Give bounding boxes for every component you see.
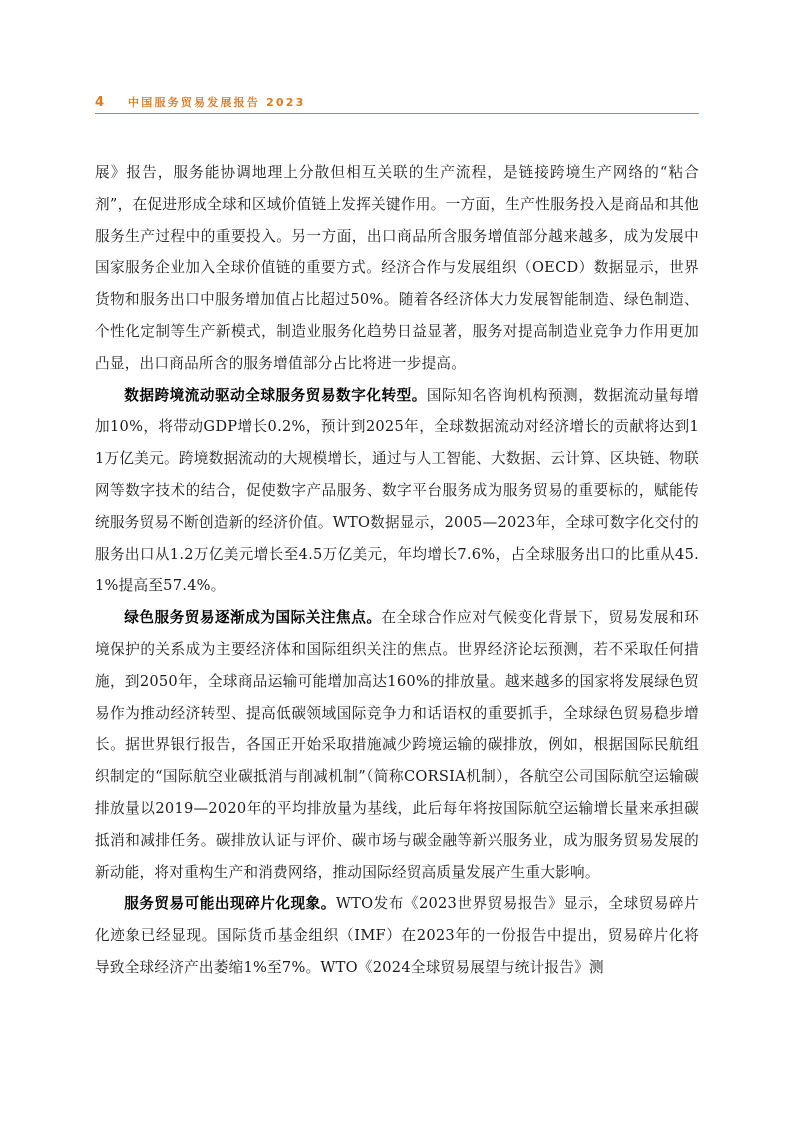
paragraph-text: WTO发布《2023世界贸易报告》显示，全球贸易碎片化迹象已经显现。国际货币基金组织（IMF）在2023年的一份报告中提出，贸易碎片化将导致全球经济产出萎缩1%至7%。WTO《2024全球贸易展望与统计报告》测 (95, 895, 699, 976)
paragraph-lead: 绿色服务贸易逐渐成为国际关注焦点。 (124, 609, 382, 627)
page-header (95, 92, 699, 112)
paragraph-green-trade (95, 602, 699, 888)
paragraph-data-flow (95, 380, 699, 603)
paragraph-text: 展》报告，服务能协调地理上分散但相互关联的生产流程，是链接跨境生产网络的“粘合剂”，在促进形成全球和区域价值链上发挥关键作用。一方面，生产性服务投入是商品和其他服务生产过程中的重要投入。另一方面，出口商品所含服务增值部分越来越多，成为发展中国家服务企业加入全球价值链的重要方式。经济合作与发展组织（OECD）数据显示，世界货物和服务出口中服务增加值占比超过50%。随着各经济体大力发展智能制造、绿色制造、个性化定制等生产新模式，制造业服务化趋势日益显著，服务对提高制造业竞争力作用更加凸显，出口商品所含的服务增值部分占比将进一步提高。 (95, 164, 699, 372)
paragraph-fragmentation (95, 888, 699, 983)
paragraph-continuation (95, 157, 699, 380)
running-title: 中国服务贸易发展报告 2023 (128, 96, 306, 109)
page-number: 4 (95, 94, 105, 110)
header-divider (95, 113, 699, 114)
body-text (95, 157, 699, 984)
paragraph-lead: 数据跨境流动驱动全球服务贸易数字化转型。 (124, 386, 427, 404)
paragraph-text: 国际知名咨询机构预测，数据流动量每增加10%，将带动GDP增长0.2%，预计到2025年，全球数据流动对经济增长的贡献将达到11万亿美元。跨境数据流动的大规模增长，通过与人工智能、大数据、云计算、区块链、物联网等数字技术的结合，促使数字产品服务、数字平台服务成为服务贸易的重要标的，赋能传统服务贸易不断创造新的经济价值。WTO数据显示，2005—2023年，全球可数字化交付的服务出口从1.2万亿美元增长至4.5万亿美元，年均增长7.6%，占全球服务出口的比重从45.1%提高至57.4%。 (95, 386, 699, 595)
paragraph-lead: 服务贸易可能出现碎片化现象。 (124, 895, 336, 913)
paragraph-text: 在全球合作应对气候变化背景下，贸易发展和环境保护的关系成为主要经济体和国际组织关注的焦点。世界经济论坛预测，若不采取任何措施，到2050年，全球商品运输可能增加高达160%的排放量。越来越多的国家将发展绿色贸易作为推动经济转型、提高低碳领域国际竞争力和话语权的重要抓手，全球绿色贸易稳步增长。据世界银行报告，各国正开始采取措施减少跨境运输的碳排放，例如，根据国际民航组织制定的“国际航空业碳抵消与削减机制”（简称CORSIA机制），各航空公司国际航空运输碳排放量以2019—2020年的平均排放量为基线，此后每年将按国际航空运输增长量来承担碳抵消和减排任务。碳排放认证与评价、碳市场与碳金融等新兴服务业，成为服务贸易发展的新动能，将对重构生产和消费网络，推动国际经贸高质量发展产生重大影响。 (95, 609, 699, 881)
